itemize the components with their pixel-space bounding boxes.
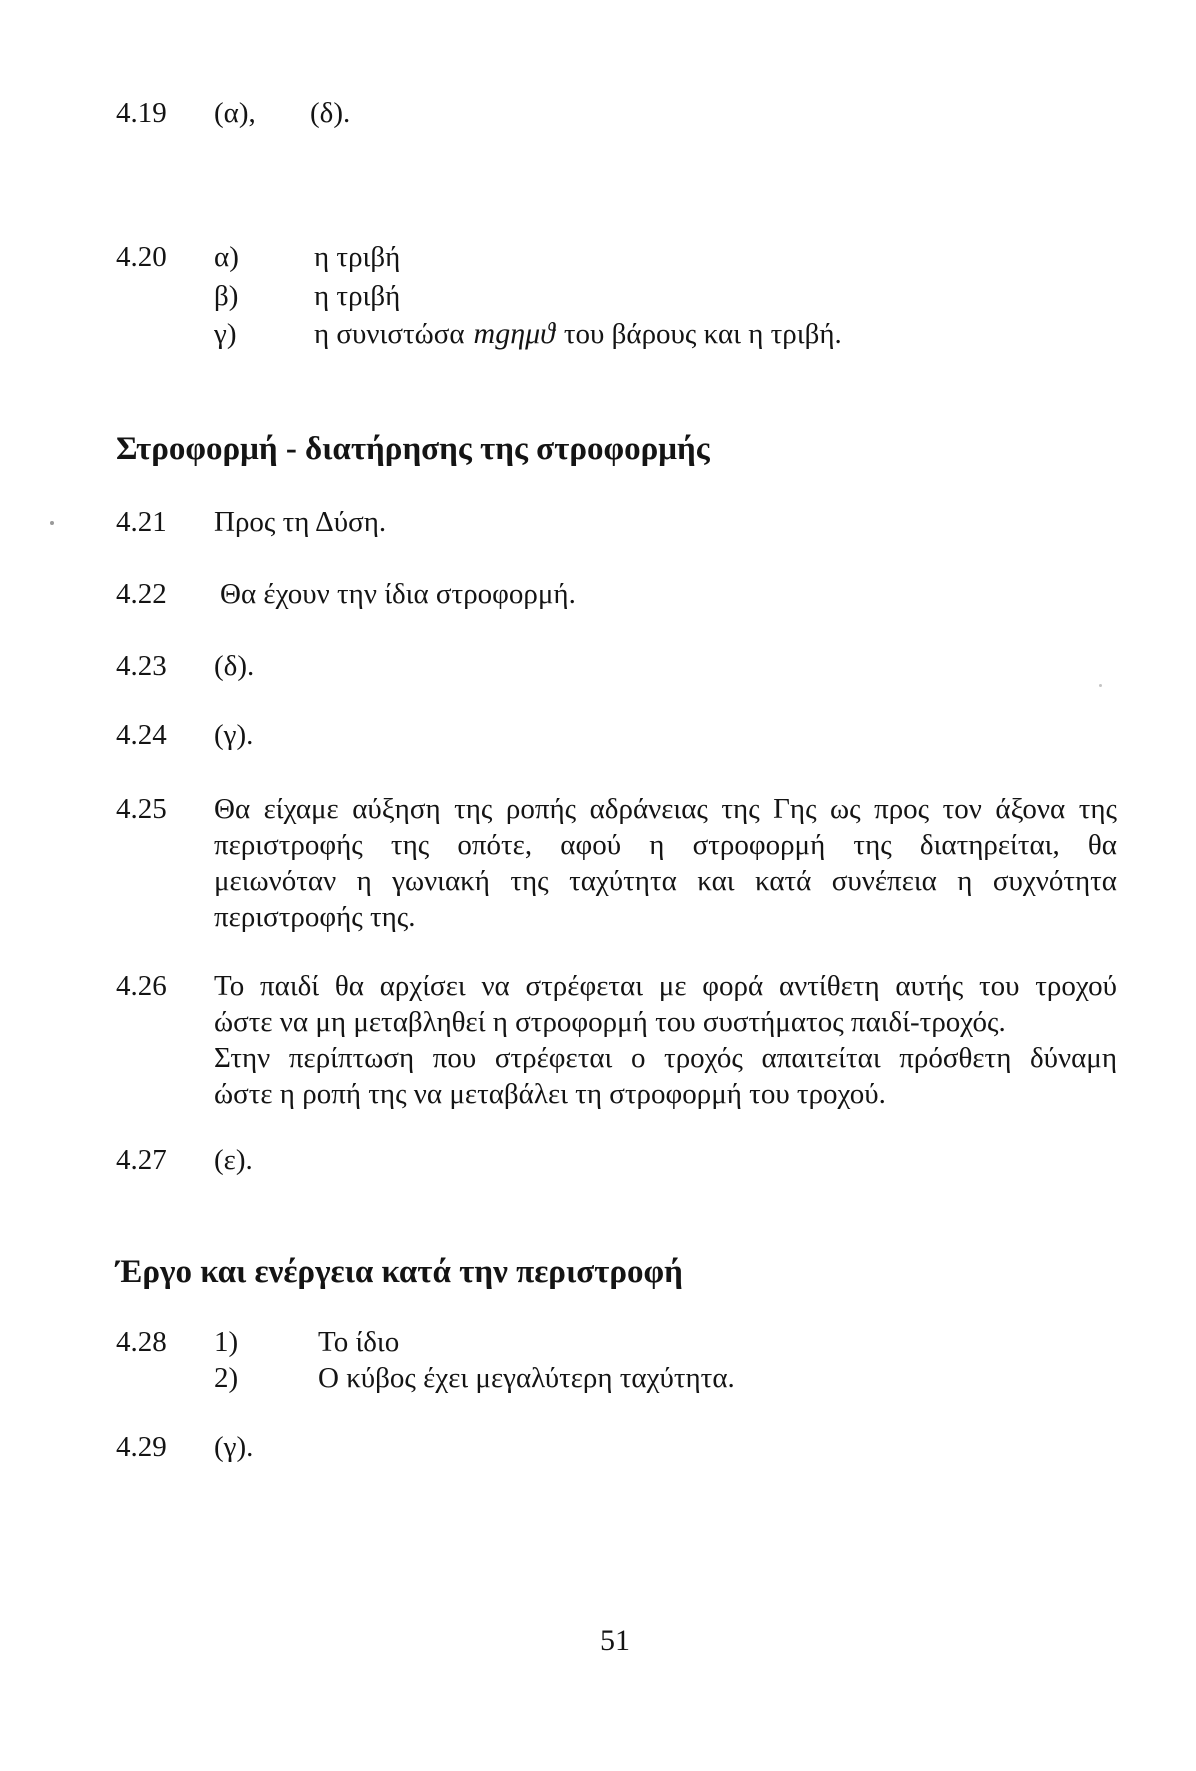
answer-4-21 <box>0 504 1196 540</box>
answer-number: 4.27 <box>116 1144 167 1176</box>
answer-4-20-b <box>0 278 1196 314</box>
subpart-text: η τριβή <box>314 241 401 273</box>
answer-text: (δ). <box>214 650 255 682</box>
formula: mgημϑ <box>473 317 555 350</box>
answer-paragraph <box>214 968 1117 1112</box>
answer-4-25 <box>0 791 1196 935</box>
answer-4-20-c <box>0 316 1196 352</box>
subpart-text <box>314 316 842 352</box>
subpart-label: α) <box>214 241 239 273</box>
paragraph-line: ώστε να μη μεταβληθεί η στροφορμή του συστήματος παιδί-τροχός. <box>214 1006 1006 1038</box>
answer-paragraph <box>214 791 1117 935</box>
answer-4-23 <box>0 648 1196 684</box>
paragraph-line: περιστροφής της οπότε, αφού η στροφορμή της διατηρείται, θα <box>214 829 1117 861</box>
answer-number: 4.20 <box>116 241 167 273</box>
paragraph-line: περιστροφής της. <box>214 901 416 933</box>
paragraph-line: Στην περίπτωση που στρέφεται ο τροχός απαιτείται πρόσθετη δύναμη <box>214 1042 1117 1074</box>
subpart-text: η τριβή <box>314 280 401 312</box>
subpart-text: Το ίδιο <box>318 1326 400 1358</box>
subpart-text-after: του βάρους και η τριβή. <box>563 318 842 350</box>
answer-4-26 <box>0 968 1196 1112</box>
paragraph-line: Θα είχαμε αύξηση της ροπής αδράνειας της Γης ως προς τον άξονα της <box>214 793 1117 825</box>
answer-choice: (δ). <box>310 97 351 129</box>
answer-4-28-1 <box>0 1324 1196 1360</box>
answer-number: 4.26 <box>116 970 167 1002</box>
answer-4-20-a <box>0 239 1196 275</box>
answer-number: 4.25 <box>116 793 167 825</box>
answer-4-24 <box>0 717 1196 753</box>
answer-text: (γ). <box>214 1431 254 1463</box>
answer-text: (γ). <box>214 719 254 751</box>
answer-number: 4.29 <box>116 1431 167 1463</box>
subpart-label: β) <box>214 280 239 312</box>
paragraph-line: μειωνόταν η γωνιακή της ταχύτητα και κατά συνέπεια η συχνότητα <box>214 865 1117 897</box>
answer-number: 4.24 <box>116 719 167 751</box>
answer-4-27 <box>0 1142 1196 1178</box>
scan-speck <box>1099 684 1102 687</box>
answer-4-22 <box>0 576 1196 612</box>
answer-text: Προς τη Δύση. <box>214 506 387 538</box>
subpart-label: γ) <box>214 318 237 350</box>
answer-number: 4.23 <box>116 650 167 682</box>
answer-text: Θα έχουν την ίδια στροφορμή. <box>220 578 576 610</box>
answer-4-29 <box>0 1429 1196 1465</box>
section-heading-angular-momentum: Στροφορμή - διατήρησης της στροφορμής <box>116 431 710 467</box>
subpart-text-before: η συνιστώσα <box>314 318 465 350</box>
section-heading-work-energy: Έργο και ενέργεια κατά την περιστροφή <box>116 1254 683 1290</box>
subpart-label: 1) <box>214 1326 239 1358</box>
paragraph-line: ώστε η ροπή της να μεταβάλει τη στροφορμή του τροχού. <box>214 1078 886 1110</box>
answer-text: (ε). <box>214 1144 253 1176</box>
paragraph-line: Το παιδί θα αρχίσει να στρέφεται με φορά αντίθετη αυτής του τροχού <box>214 970 1117 1002</box>
answer-4-19 <box>0 95 1196 131</box>
answer-number: 4.21 <box>116 506 167 538</box>
answer-number: 4.22 <box>116 578 167 610</box>
answer-number: 4.19 <box>116 97 167 129</box>
subpart-text: Ο κύβος έχει μεγαλύτερη ταχύτητα. <box>318 1362 735 1394</box>
subpart-label: 2) <box>214 1362 239 1394</box>
answer-4-28-2 <box>0 1360 1196 1396</box>
page-number: 51 <box>600 1624 630 1657</box>
answer-number: 4.28 <box>116 1326 167 1358</box>
answer-choice: (α), <box>214 97 256 129</box>
